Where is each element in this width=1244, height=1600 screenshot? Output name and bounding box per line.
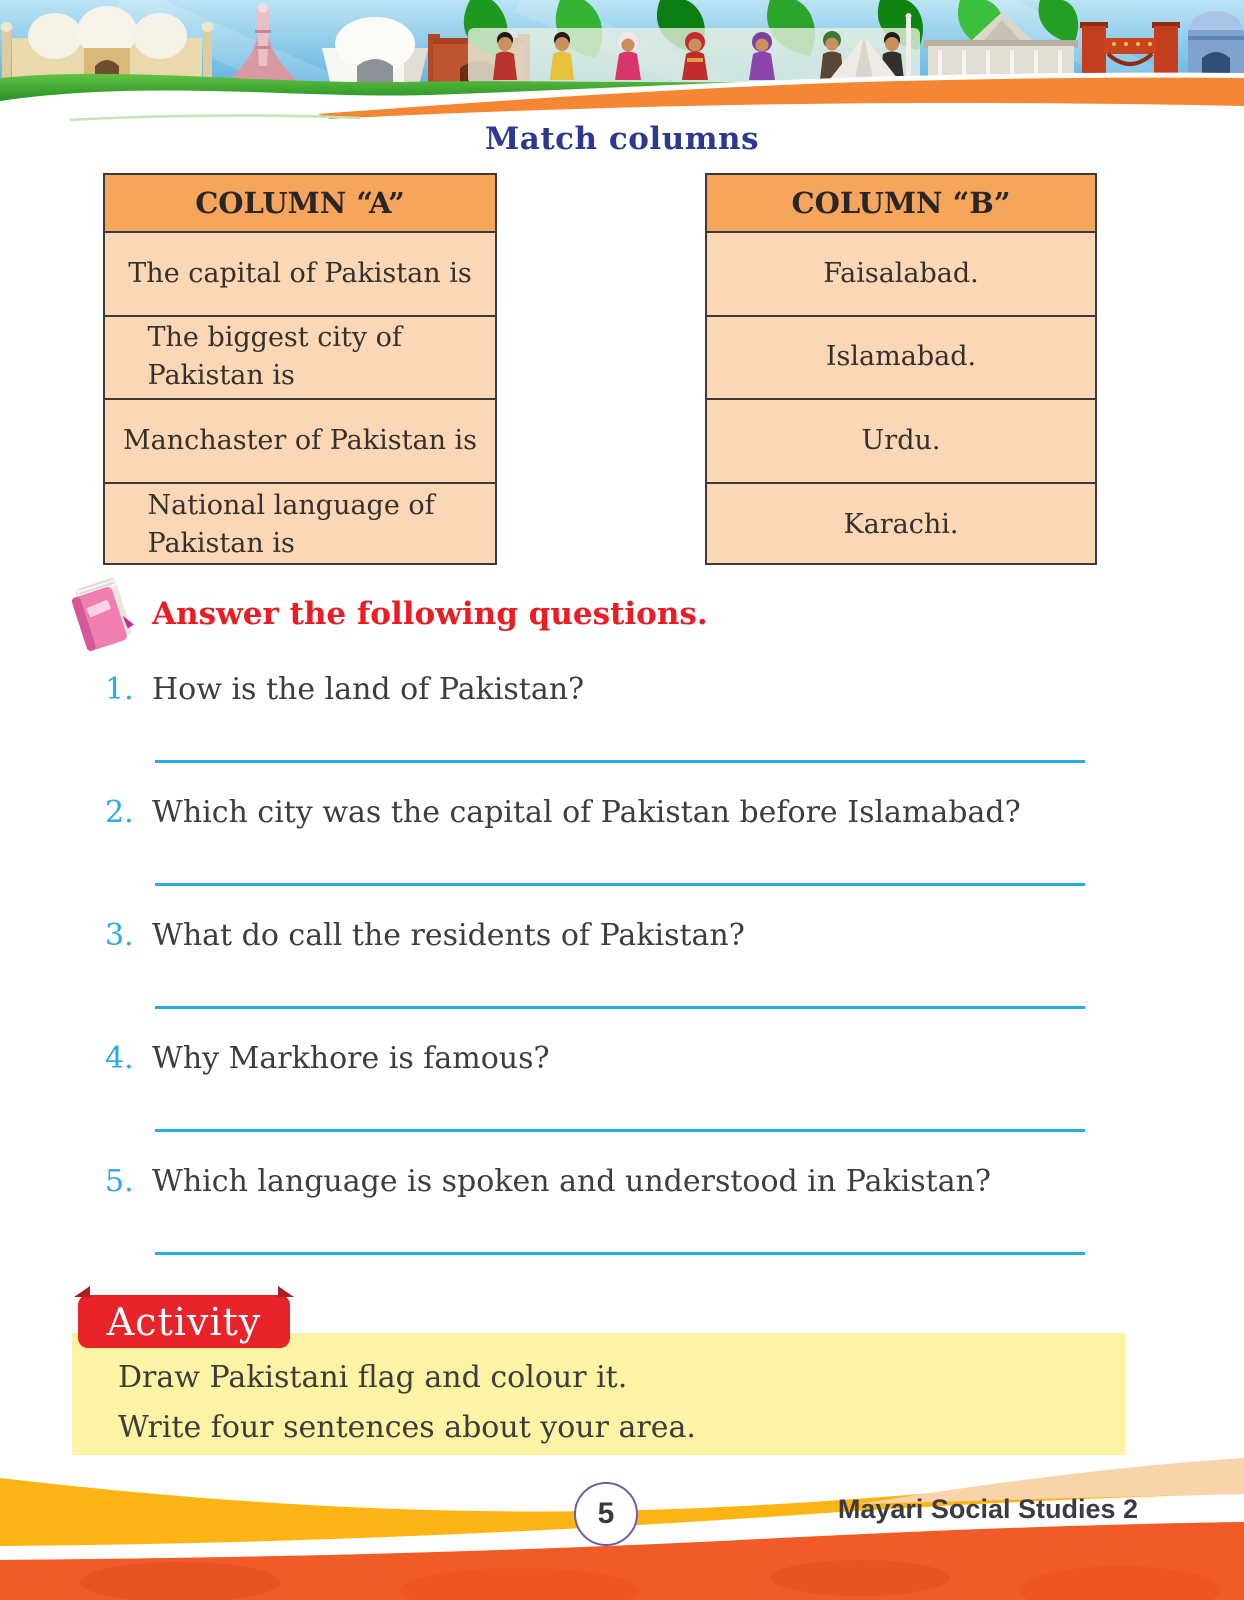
pink-book-icon <box>60 576 144 658</box>
activity-badge <box>78 1295 290 1348</box>
table-row: The biggest city of Pakistan is <box>105 317 495 401</box>
question-number: 1. <box>105 672 134 707</box>
questions-list <box>105 668 1095 1283</box>
page-number: 5 <box>597 1497 615 1530</box>
table-row: The capital of Pakistan is <box>105 233 495 317</box>
question-text: Which language is spoken and understood in Pakistan? <box>152 1164 991 1199</box>
question-number: 4. <box>105 1041 134 1076</box>
activity-instruction: Write four sentences about your area. <box>118 1410 696 1445</box>
column-a-header: COLUMN “A” <box>105 175 495 233</box>
pakistan-landmarks-children-banner <box>0 0 1244 135</box>
answer-line[interactable] <box>155 883 1085 886</box>
page-title: Match columns <box>484 121 760 157</box>
table-row: National language of Pakistan is <box>147 490 435 560</box>
activity-instruction: Draw Pakistani flag and colour it. <box>118 1360 628 1395</box>
table-row: Urdu. <box>707 400 1095 484</box>
book-title: Mayari Social Studies 2 <box>837 1494 1138 1524</box>
page-number-badge <box>574 1482 638 1546</box>
activity-label: Activity <box>106 1299 262 1344</box>
ribbon-fold-left <box>74 1286 90 1297</box>
question-text: How is the land of Pakistan? <box>152 672 585 707</box>
question-item <box>105 668 1095 763</box>
match-table-column-b <box>705 173 1097 565</box>
table-row: Karachi. <box>843 509 959 541</box>
answer-line[interactable] <box>155 1129 1085 1132</box>
activity-box <box>72 1333 1125 1455</box>
table-row: Manchaster of Pakistan is <box>105 400 495 484</box>
table-row: Faisalabad. <box>707 233 1095 317</box>
answer-line[interactable] <box>155 1006 1085 1009</box>
question-text: What do call the residents of Pakistan? <box>152 918 745 953</box>
answer-line[interactable] <box>155 1252 1085 1255</box>
answer-line[interactable] <box>155 760 1085 763</box>
question-number: 3. <box>105 918 134 953</box>
question-number: 5. <box>105 1164 134 1199</box>
question-text: Why Markhore is famous? <box>152 1041 550 1076</box>
table-row: Islamabad. <box>707 317 1095 401</box>
questions-heading: Answer the following questions. <box>152 596 708 632</box>
match-table-column-a <box>103 173 497 565</box>
question-item <box>105 914 1095 1009</box>
column-b-header: COLUMN “B” <box>707 175 1095 233</box>
question-number: 2. <box>105 795 134 830</box>
question-item <box>105 1037 1095 1132</box>
question-item <box>105 1160 1095 1255</box>
ribbon-fold-right <box>278 1286 294 1297</box>
question-item <box>105 791 1095 886</box>
question-text: Which city was the capital of Pakistan before Islamabad? <box>152 795 1021 830</box>
